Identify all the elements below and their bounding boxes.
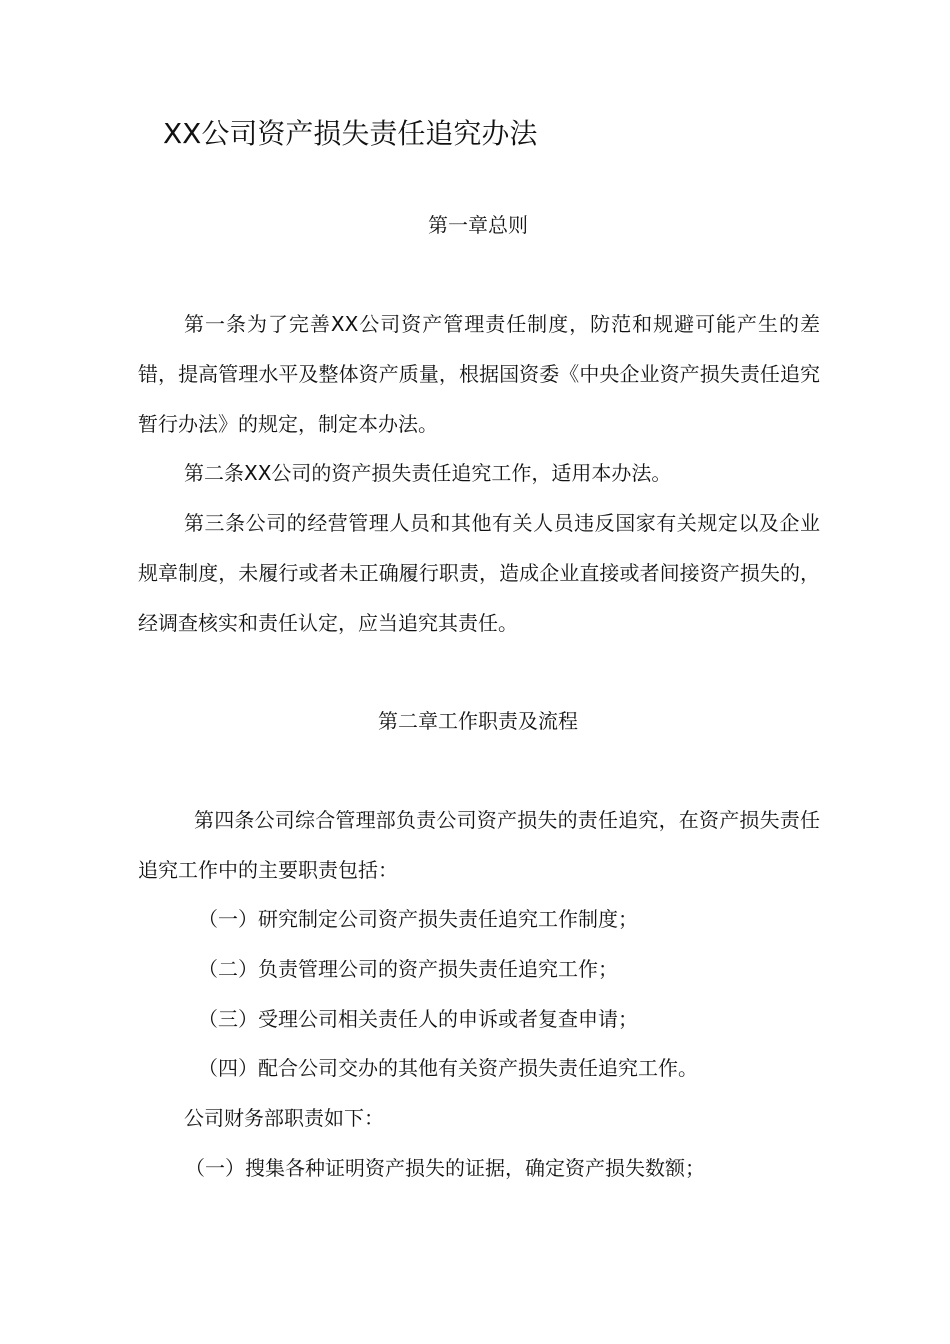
chapter-2-heading: 第二章工作职责及流程 (378, 709, 578, 733)
duty-item-1: （一）研究制定公司资产损失责任追究工作制度； (198, 907, 638, 931)
duty-item-2: （二）负责管理公司的资产损失责任追究工作； (198, 957, 618, 981)
chapter-1-heading: 第一章总则 (428, 213, 528, 237)
finance-duty-item-1: （一）搜集各种证明资产损失的证据，确定资产损失数额； (185, 1156, 705, 1180)
document-title: XX公司资产损失责任追究办法 (163, 117, 538, 150)
article-4: 第四条公司综合管理部负责公司资产损失的责任追究，在资产损失责任追究工作中的主要职责包括： (138, 808, 820, 882)
duty-item-3: （三）受理公司相关责任人的申诉或者复查申请； (198, 1007, 638, 1031)
finance-duties-heading: 公司财务部职责如下： (184, 1106, 384, 1130)
article-1: 第一条为了完善XX公司资产管理责任制度，防范和规避可能产生的差错，提高管理水平及整体资产质量，根据国资委《中央企业资产损失责任追究暂行办法》的规定，制定本办法。 (138, 312, 820, 436)
duty-item-4: （四）配合公司交办的其他有关资产损失责任追究工作。 (198, 1056, 698, 1080)
article-3: 第三条公司的经营管理人员和其他有关人员违反国家有关规定以及企业规章制度，未履行或者未正确履行职责，造成企业直接或者间接资产损失的，经调查核实和责任认定，应当追究其责任。 (138, 511, 820, 635)
article-2: 第二条XX公司的资产损失责任追究工作，适用本办法。 (184, 461, 672, 485)
